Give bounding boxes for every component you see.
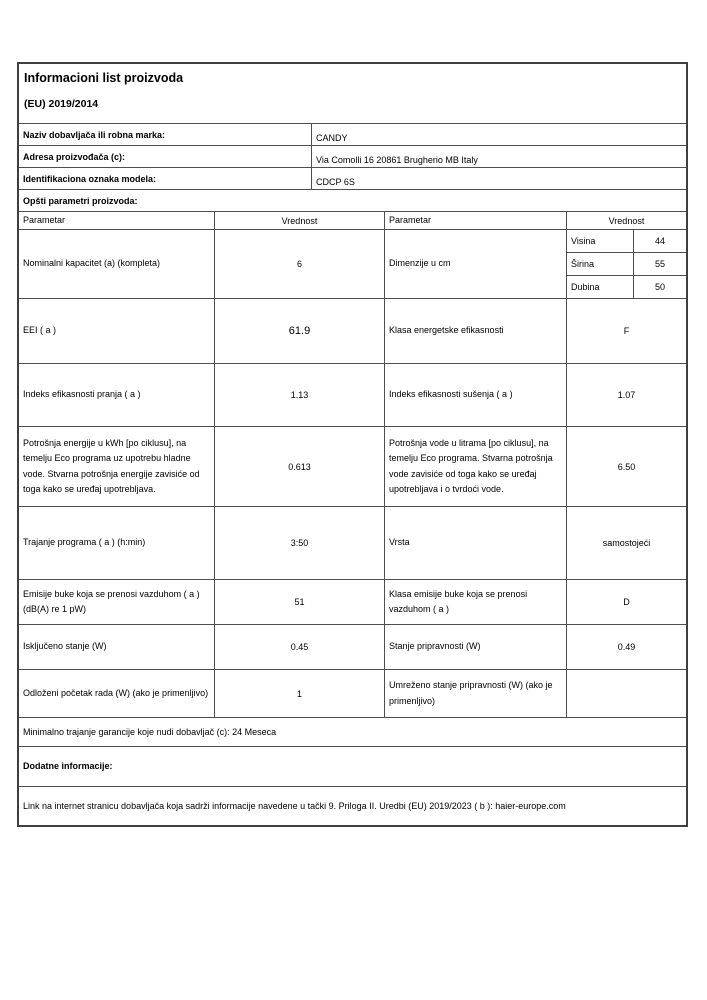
standby-value: 0.49 xyxy=(617,642,636,652)
energy-class-label: Klasa energetske efikasnosti xyxy=(385,299,567,363)
delay-start-row xyxy=(19,670,686,718)
capacity-value: 6 xyxy=(215,230,385,298)
noise-emission-value: 51 xyxy=(215,580,385,624)
eei-value: 61.9 xyxy=(215,299,385,363)
supplier-name-label: Naziv dobavljača ili robna marka: xyxy=(19,124,312,145)
header-param-left: Parametar xyxy=(19,212,215,229)
general-parameters-label: Opšti parametri proizvoda: xyxy=(19,190,686,212)
cleaning-index-value: 1.13 xyxy=(215,364,385,426)
duration-type-row xyxy=(19,507,686,580)
cleaning-index-label: Indeks efikasnosti pranja ( a ) xyxy=(19,364,215,426)
header-value-left: Vrednost xyxy=(215,212,385,229)
networked-standby-label: Umreženo stanje pripravnosti (W) (ako je primenljivo) xyxy=(385,670,567,717)
manufacturer-address-row xyxy=(19,146,686,168)
noise-emission-label: Emisije buke koja se prenosi vazduhom ( a ) (dB(A) re 1 pW) xyxy=(19,580,215,624)
model-identifier-value: CDCP 6S xyxy=(316,177,355,187)
dimension-height-value: 44 xyxy=(654,236,665,246)
dimension-height-row xyxy=(567,230,686,253)
header-param-right: Parametar xyxy=(385,212,567,229)
eei-row xyxy=(19,299,686,364)
delay-start-label: Odloženi početak rada (W) (ako je primenljivo) xyxy=(19,670,215,717)
capacity-dimensions-row xyxy=(19,230,686,299)
header-value-right: Vrednost xyxy=(608,215,645,226)
table-header-row xyxy=(19,212,686,230)
noise-row xyxy=(19,580,686,625)
programme-duration-label: Trajanje programa ( a ) (h:min) xyxy=(19,507,215,579)
dimensions-label: Dimenzije u cm xyxy=(385,230,567,298)
supplier-name-row xyxy=(19,124,686,146)
type-label: Vrsta xyxy=(385,507,567,579)
manufacturer-address-label: Adresa proizvođača (c): xyxy=(19,146,312,167)
energy-consumption-label: Potrošnja energije u kWh [po ciklusu], na temelju Eco programa uz upotrebu hladne vode. Stvarna potrošnja energije zavisiće od toga kako se uređaj upotrebljava. xyxy=(19,427,215,506)
dimension-width-label: Širina xyxy=(567,253,634,275)
manufacturer-address-value: Via Comolli 16 20861 Brugherio MB Italy xyxy=(316,155,478,165)
networked-standby-value xyxy=(567,670,686,717)
dimension-height-label: Visina xyxy=(567,230,634,252)
energy-class-value: F xyxy=(623,326,630,336)
additional-info-row: Dodatne informacije: xyxy=(19,747,686,787)
model-identifier-label: Identifikaciona oznaka modela: xyxy=(19,168,312,189)
dimension-depth-label: Dubina xyxy=(567,276,634,298)
dimensions-subtable xyxy=(567,230,686,298)
off-mode-value: 0.45 xyxy=(215,625,385,669)
water-consumption-value: 6.50 xyxy=(617,461,636,472)
regulation-reference: (EU) 2019/2014 xyxy=(24,98,99,110)
capacity-label: Nominalni kapacitet (a) (kompleta) xyxy=(19,230,215,298)
standby-label: Stanje pripravnosti (W) xyxy=(385,625,567,669)
type-value: samostojeći xyxy=(602,538,651,548)
noise-class-label: Klasa emisije buke koja se prenosi vazduhom ( a ) xyxy=(385,580,567,624)
programme-duration-value: 3:50 xyxy=(215,507,385,579)
efficiency-index-row xyxy=(19,364,686,427)
consumption-row xyxy=(19,427,686,507)
drying-index-value: 1.07 xyxy=(617,390,636,400)
model-identifier-row xyxy=(19,168,686,190)
page-title: Informacioni list proizvoda xyxy=(24,71,184,85)
delay-start-value: 1 xyxy=(215,670,385,717)
dimension-depth-row xyxy=(567,276,686,298)
energy-consumption-value: 0.613 xyxy=(215,427,385,506)
drying-index-label: Indeks efikasnosti sušenja ( a ) xyxy=(385,364,567,426)
noise-class-value: D xyxy=(623,597,630,607)
warranty-row: Minimalno trajanje garancije koje nudi dobavljač (c): 24 Meseca xyxy=(19,718,686,747)
off-standby-row xyxy=(19,625,686,670)
title-block xyxy=(19,64,686,124)
water-consumption-label: Potrošnja vode u litrama [po ciklusu], na temelju Eco programa. Stvarna potrošnja vode zavisiće od toga kako se uređaj upotrebljava i o tvrdoći vode. xyxy=(385,427,567,506)
dimension-depth-value: 50 xyxy=(654,282,665,292)
supplier-name-value: CANDY xyxy=(316,133,348,143)
dimension-width-row xyxy=(567,253,686,276)
eei-label: EEI ( a ) xyxy=(19,299,215,363)
website-link-row: Link na internet stranicu dobavljača koja sadrži informacije navedene u tački 9. Priloga II. Uredbi (EU) 2019/2023 ( b ): haier-europe.com xyxy=(23,800,566,811)
product-fiche-table xyxy=(17,62,688,827)
dimension-width-value: 55 xyxy=(654,259,665,269)
off-mode-label: Isključeno stanje (W) xyxy=(19,625,215,669)
